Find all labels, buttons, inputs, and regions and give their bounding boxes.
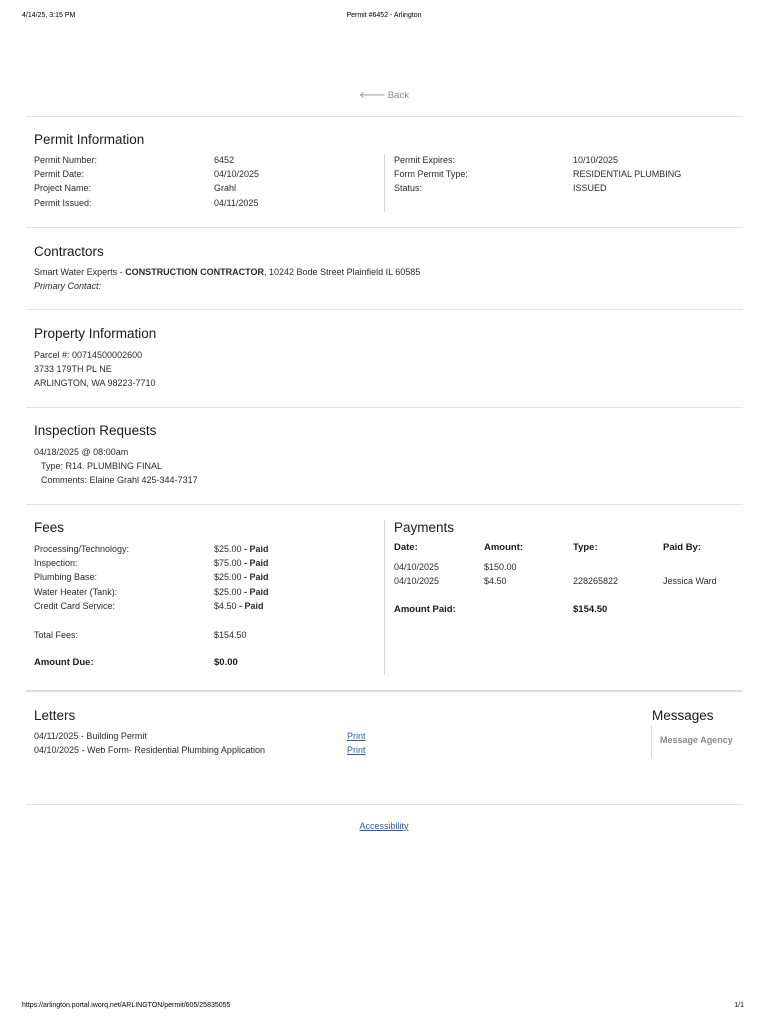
property-address-line2: ARLINGTON, WA 98223-7710 bbox=[34, 378, 156, 388]
inspection-requests-title: Inspection Requests bbox=[34, 423, 157, 438]
fee-amount bbox=[214, 601, 264, 611]
permit-date-value: 04/10/2025 bbox=[214, 169, 260, 179]
fee-status: - Paid bbox=[241, 558, 269, 568]
fee-amount bbox=[214, 587, 269, 597]
print-datetime: 4/14/25, 3:15 PM bbox=[22, 12, 76, 19]
accessibility-link-row bbox=[0, 821, 768, 831]
fee-value: $25.00 bbox=[214, 572, 242, 582]
message-agency-button[interactable]: Message Agency bbox=[660, 735, 733, 745]
parcel-number: Parcel #: 00714500002600 bbox=[34, 350, 143, 360]
back-link[interactable] bbox=[0, 89, 768, 101]
primary-contact-label: Primary Contact: bbox=[34, 281, 102, 291]
contractor-type: CONSTRUCTION CONTRACTOR bbox=[125, 267, 265, 277]
permit-number-value: 6452 bbox=[214, 155, 235, 165]
form-permit-type-value: RESIDENTIAL PLUMBING bbox=[573, 169, 682, 179]
project-name-label: Project Name: bbox=[34, 183, 92, 193]
amount-paid-value: $154.50 bbox=[573, 604, 608, 615]
divider bbox=[26, 690, 743, 692]
fee-amount bbox=[214, 544, 269, 554]
fee-status: - Paid bbox=[241, 544, 269, 554]
total-fees-value: $154.50 bbox=[214, 630, 247, 640]
payment-type: 228265822 bbox=[573, 576, 619, 586]
contractor-name: Smart Water Experts - bbox=[34, 267, 126, 277]
letter-item: 04/11/2025 - Building Permit bbox=[34, 731, 147, 741]
permit-issued-value: 04/11/2025 bbox=[214, 198, 259, 208]
fee-label: Processing/Technology: bbox=[34, 544, 130, 554]
fee-status: - Paid bbox=[241, 572, 269, 582]
fee-label: Water Heater (Tank): bbox=[34, 587, 118, 597]
column-divider bbox=[384, 154, 385, 212]
accessibility-link[interactable]: Accessibility bbox=[359, 821, 409, 831]
property-address-line1: 3733 179TH PL NE bbox=[34, 364, 112, 374]
amount-due-value: $0.00 bbox=[214, 657, 238, 668]
amount-paid-label: Amount Paid: bbox=[394, 604, 456, 615]
fee-status: - Paid bbox=[236, 601, 264, 611]
permit-info-title: Permit Information bbox=[34, 132, 145, 147]
status-label: Status: bbox=[394, 183, 423, 193]
arrow-left-icon: 🡐 bbox=[359, 90, 386, 101]
back-label: Back bbox=[387, 90, 409, 101]
permit-expires-label: Permit Expires: bbox=[394, 155, 456, 165]
permit-expires-value: 10/10/2025 bbox=[573, 155, 619, 165]
total-fees-label: Total Fees: bbox=[34, 630, 79, 640]
fee-value: $4.50 bbox=[214, 601, 237, 611]
print-footer bbox=[0, 1002, 768, 1012]
fees-title: Fees bbox=[34, 520, 65, 535]
permit-number-label: Permit Number: bbox=[34, 155, 98, 165]
fee-value: $75.00 bbox=[214, 558, 242, 568]
fee-amount bbox=[214, 558, 269, 568]
inspection-datetime: 04/18/2025 @ 08:00am bbox=[34, 447, 129, 457]
print-url: https://arlington.portal.iworq.net/ARLINGTON/permit/605/25835055 bbox=[22, 1002, 231, 1009]
letter-item: 04/10/2025 - Web Form- Residential Plumbing Application bbox=[34, 745, 265, 755]
property-info-title: Property Information bbox=[34, 326, 157, 341]
fee-status: - Paid bbox=[241, 587, 269, 597]
divider bbox=[26, 407, 743, 408]
fee-label: Plumbing Base: bbox=[34, 572, 98, 582]
payment-amount: $4.50 bbox=[484, 576, 507, 586]
payment-amount: $150.00 bbox=[484, 562, 517, 572]
print-letter-link[interactable]: Print bbox=[347, 731, 366, 741]
payments-header-date: Date: bbox=[394, 542, 418, 553]
print-letter-link[interactable]: Print bbox=[347, 745, 366, 755]
divider bbox=[26, 804, 743, 805]
status-value: ISSUED bbox=[573, 183, 607, 193]
payments-title: Payments bbox=[394, 520, 455, 535]
contractors-title: Contractors bbox=[34, 244, 104, 259]
payment-date: 04/10/2025 bbox=[394, 576, 440, 586]
fee-label: Credit Card Service: bbox=[34, 601, 116, 611]
fee-amount bbox=[214, 572, 269, 582]
payments-header-type: Type: bbox=[573, 542, 598, 553]
inspection-type: Type: R14. PLUMBING FINAL bbox=[41, 461, 163, 471]
divider bbox=[26, 309, 743, 310]
divider bbox=[26, 116, 743, 117]
contractor-line bbox=[34, 267, 420, 277]
column-divider bbox=[384, 520, 385, 675]
form-permit-type-label: Form Permit Type: bbox=[394, 169, 468, 179]
contractor-address: , 10242 Bode Street Plainfield IL 60585 bbox=[264, 267, 421, 277]
amount-due-label: Amount Due: bbox=[34, 657, 94, 668]
print-title: Permit #6452 - Arlington bbox=[346, 12, 422, 19]
print-header bbox=[0, 12, 768, 22]
letters-title: Letters bbox=[34, 708, 76, 723]
fee-value: $25.00 bbox=[214, 544, 242, 554]
payments-header-paid-by: Paid By: bbox=[663, 542, 702, 553]
fee-label: Inspection: bbox=[34, 558, 78, 568]
permit-date-label: Permit Date: bbox=[34, 169, 85, 179]
payment-paid-by: Jessica Ward bbox=[663, 576, 717, 586]
project-name-value: Grahl bbox=[214, 183, 237, 193]
divider bbox=[26, 504, 743, 505]
payments-header-amount: Amount: bbox=[484, 542, 524, 553]
fee-value: $25.00 bbox=[214, 587, 242, 597]
permit-issued-label: Permit Issued: bbox=[34, 198, 92, 208]
payment-date: 04/10/2025 bbox=[394, 562, 440, 572]
print-page-number: 1/1 bbox=[734, 1002, 744, 1009]
column-divider bbox=[651, 726, 652, 758]
inspection-comments: Comments: Elaine Grahl 425-344-7317 bbox=[41, 475, 198, 485]
messages-title: Messages bbox=[652, 708, 714, 723]
divider bbox=[26, 227, 743, 228]
